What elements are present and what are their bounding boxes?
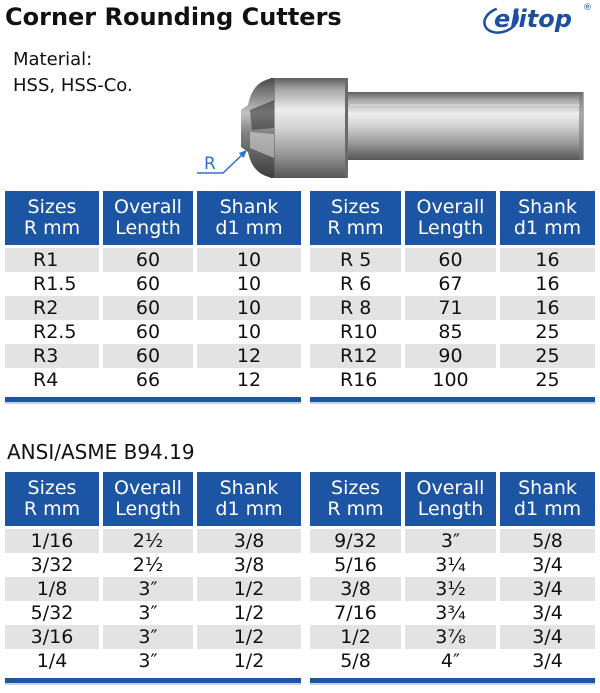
shank-diameter-cell: 3/8 xyxy=(233,554,265,576)
size-cell: 7/16 xyxy=(310,601,405,625)
registered-mark: ® xyxy=(583,3,592,13)
shank-diameter-cell: 10 xyxy=(236,273,262,295)
cutter-body xyxy=(270,78,348,178)
metric-table-right-group xyxy=(310,191,595,404)
table-row xyxy=(5,272,301,296)
corner-rounding-cutter-illustration xyxy=(190,70,590,185)
shank-diameter-cell: 1/2 xyxy=(233,602,265,624)
table-bottom-rule xyxy=(5,678,301,685)
size-cell: 3/32 xyxy=(5,553,103,577)
overall-length-cell: 2½ xyxy=(103,529,197,553)
header-overall-length xyxy=(103,472,197,526)
metric-sizes-table xyxy=(0,191,600,406)
shank-diameter-cell: 5/8 xyxy=(500,529,595,553)
inch-table-right-group xyxy=(310,472,595,685)
table-row xyxy=(5,344,301,368)
shank-diameter-cell: 25 xyxy=(500,344,595,368)
overall-length-cell: 4″ xyxy=(405,649,500,673)
size-cell: R2 xyxy=(5,296,103,320)
shank-diameter-cell: 3/8 xyxy=(197,529,301,553)
overall-length-cell: 85 xyxy=(405,320,500,344)
table-row xyxy=(310,553,595,577)
overall-length-cell: 2½ xyxy=(103,553,197,577)
header-overall-length-line2: Length xyxy=(115,217,181,239)
size-cell: R 6 xyxy=(310,272,405,296)
header-shank-unit: d1 mm xyxy=(215,498,283,520)
header-overall-length-line1: Overall xyxy=(416,477,485,499)
cutter-head xyxy=(241,78,274,178)
header-overall-length xyxy=(405,191,500,245)
shank-diameter-cell: 1/2 xyxy=(197,577,301,601)
header-shank-unit: d1 mm xyxy=(215,217,283,239)
header-overall-length-line2: Length xyxy=(417,217,484,239)
brand-logo xyxy=(482,3,598,37)
size-cell: 9/32 xyxy=(310,529,405,553)
page-title: Corner Rounding Cutters xyxy=(5,3,342,31)
size-cell: 5/8 xyxy=(310,649,405,673)
table-bottom-rule xyxy=(310,397,595,404)
overall-length-cell: 3¾ xyxy=(405,601,500,625)
overall-length-cell: 60 xyxy=(103,344,197,368)
size-cell: R4 xyxy=(5,368,103,392)
table-header-row xyxy=(5,191,301,245)
overall-length-cell: 3″ xyxy=(103,577,197,601)
header-shank-unit: d1 mm xyxy=(513,498,582,520)
size-cell: 3/8 xyxy=(310,577,405,601)
header-sizes xyxy=(5,191,103,245)
size-cell: 5/16 xyxy=(310,553,405,577)
size-cell: R16 xyxy=(310,368,405,392)
table-body xyxy=(310,248,595,392)
shank-diameter-cell: 3/4 xyxy=(500,625,595,649)
shank-diameter-cell: 12 xyxy=(236,369,262,391)
table-row xyxy=(5,320,301,344)
table-row xyxy=(310,368,595,392)
header-shank xyxy=(197,191,301,245)
header-sizes-unit: R mm xyxy=(327,217,384,239)
size-cell: 5/32 xyxy=(5,601,103,625)
shank-diameter-cell: 1/2 xyxy=(233,650,265,672)
table-row xyxy=(5,529,301,553)
header-shank-unit: d1 mm xyxy=(513,217,582,239)
size-cell: R 8 xyxy=(310,296,405,320)
size-cell: 1/8 xyxy=(5,577,103,601)
overall-length-cell: 3″ xyxy=(405,529,500,553)
table-row xyxy=(5,601,301,625)
header-shank xyxy=(500,472,595,526)
table-body xyxy=(5,248,301,392)
table-row xyxy=(310,529,595,553)
radius-label: R xyxy=(204,154,216,174)
header-sizes xyxy=(310,472,405,526)
shank-diameter-cell: 3/4 xyxy=(532,650,563,672)
shank-diameter-cell: 16 xyxy=(535,273,560,295)
overall-length-cell: 3″ xyxy=(103,649,197,673)
table-row xyxy=(5,625,301,649)
header-sizes-unit: R mm xyxy=(327,498,384,520)
cutter-shank xyxy=(345,92,584,160)
table-body xyxy=(5,529,301,673)
size-cell: R12 xyxy=(310,344,405,368)
table-row xyxy=(5,649,301,673)
overall-length-cell: 3⅞ xyxy=(405,625,500,649)
shank-diameter-cell: 10 xyxy=(197,296,301,320)
table-row xyxy=(310,577,595,601)
size-cell: 1/2 xyxy=(310,625,405,649)
shank-diameter-cell: 16 xyxy=(500,296,595,320)
overall-length-cell: 3¼ xyxy=(405,553,500,577)
overall-length-cell: 60 xyxy=(103,296,197,320)
header-overall-length-line2: Length xyxy=(417,498,484,520)
header-overall-length xyxy=(405,472,500,526)
table-body xyxy=(310,529,595,673)
shank-diameter-cell: 1/2 xyxy=(197,625,301,649)
shank-diameter-cell: 3/4 xyxy=(532,554,563,576)
metric-table-left-group xyxy=(5,191,301,404)
header-overall-length xyxy=(103,191,197,245)
header-sizes xyxy=(5,472,103,526)
shank-diameter-cell: 25 xyxy=(535,321,560,343)
table-row xyxy=(310,649,595,673)
size-cell: 3/16 xyxy=(5,625,103,649)
table-row xyxy=(310,344,595,368)
shank-diameter-cell: 12 xyxy=(197,344,301,368)
table-row xyxy=(5,296,301,320)
table-row xyxy=(310,296,595,320)
overall-length-cell: 60 xyxy=(103,248,197,272)
shank-diameter-cell: 25 xyxy=(535,369,560,391)
header-shank-title: Shank xyxy=(219,196,279,218)
material-info xyxy=(13,47,133,99)
shank-diameter-cell: 10 xyxy=(197,248,301,272)
overall-length-cell: 60 xyxy=(103,272,197,296)
shank-diameter-cell: 3/4 xyxy=(532,602,563,624)
table-header-row xyxy=(310,191,595,245)
header-shank-title: Shank xyxy=(518,196,577,218)
material-value: HSS, HSS-Co. xyxy=(13,75,133,96)
shank-diameter-cell: 16 xyxy=(500,248,595,272)
material-label: Material: xyxy=(13,49,93,70)
table-row xyxy=(310,601,595,625)
overall-length-cell: 60 xyxy=(103,320,197,344)
table-row xyxy=(5,553,301,577)
size-cell: R 5 xyxy=(310,248,405,272)
inch-table-left-group xyxy=(5,472,301,685)
header-sizes xyxy=(310,191,405,245)
header-overall-length-line1: Overall xyxy=(114,477,182,499)
table-row xyxy=(310,625,595,649)
overall-length-cell: 100 xyxy=(405,368,500,392)
table-row xyxy=(310,320,595,344)
header-sizes-title: Sizes xyxy=(331,196,380,218)
table-bottom-rule xyxy=(310,678,595,685)
header-shank-title: Shank xyxy=(219,477,279,499)
logo-wordmark: elitop xyxy=(494,5,572,33)
header-overall-length-line2: Length xyxy=(115,498,181,520)
table-row xyxy=(5,577,301,601)
header-overall-length-line1: Overall xyxy=(114,196,182,218)
standard-heading: ANSI/ASME B94.19 xyxy=(7,440,195,464)
inch-sizes-table xyxy=(0,472,600,687)
header-sizes-title: Sizes xyxy=(27,477,77,499)
header-shank-title: Shank xyxy=(518,477,577,499)
size-cell: R1.5 xyxy=(5,272,103,296)
size-cell: R3 xyxy=(5,344,103,368)
table-row xyxy=(5,248,301,272)
overall-length-cell: 90 xyxy=(405,344,500,368)
shank-diameter-cell: 10 xyxy=(236,321,262,343)
size-cell: R2.5 xyxy=(5,320,103,344)
table-row xyxy=(310,248,595,272)
overall-length-cell: 71 xyxy=(405,296,500,320)
table-bottom-rule xyxy=(5,397,301,404)
header-shank xyxy=(197,472,301,526)
overall-length-cell: 3″ xyxy=(103,601,197,625)
overall-length-cell: 67 xyxy=(405,272,500,296)
overall-length-cell: 3″ xyxy=(103,625,197,649)
size-cell: 1/16 xyxy=(5,529,103,553)
size-cell: 1/4 xyxy=(5,649,103,673)
table-row xyxy=(5,368,301,392)
header-overall-length-line1: Overall xyxy=(416,196,485,218)
header-sizes-unit: R mm xyxy=(23,498,81,520)
header-sizes-title: Sizes xyxy=(27,196,77,218)
overall-length-cell: 60 xyxy=(405,248,500,272)
shank-diameter-cell: 3/4 xyxy=(500,577,595,601)
size-cell: R1 xyxy=(5,248,103,272)
table-header-row xyxy=(5,472,301,526)
radius-annotation xyxy=(197,150,247,174)
table-header-row xyxy=(310,472,595,526)
header-sizes-unit: R mm xyxy=(23,217,81,239)
overall-length-cell: 66 xyxy=(103,368,197,392)
table-row xyxy=(310,272,595,296)
header-shank xyxy=(500,191,595,245)
header-sizes-title: Sizes xyxy=(331,477,380,499)
overall-length-cell: 3½ xyxy=(405,577,500,601)
size-cell: R10 xyxy=(310,320,405,344)
